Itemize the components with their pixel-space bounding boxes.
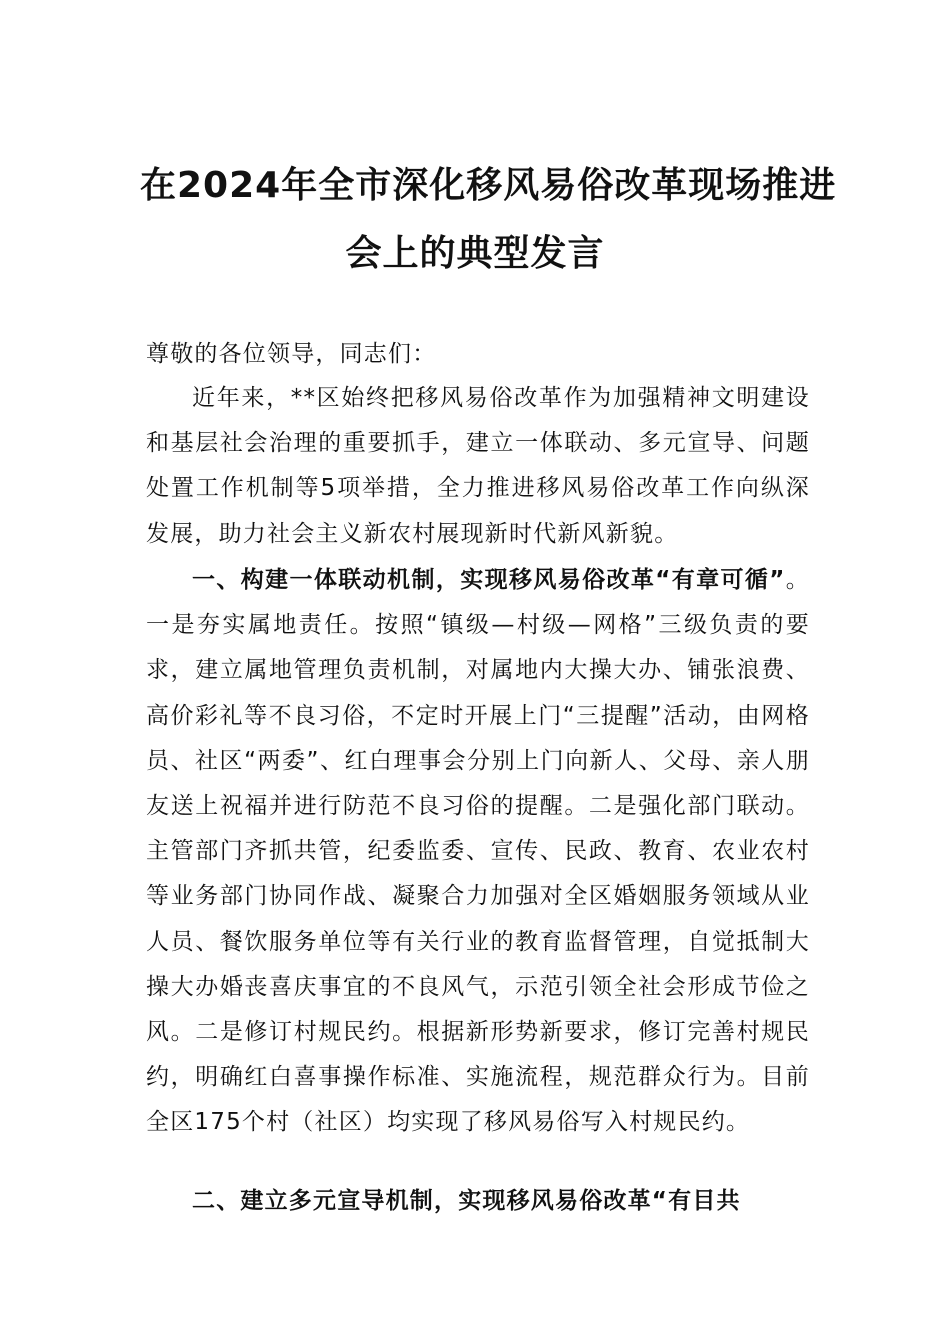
section-1-heading: 一、构建一体联动机制，实现移风易俗改革“有章可循”	[192, 567, 786, 593]
document-title-line-1: 在2024年全市深化移风易俗改革现场推进	[140, 165, 837, 206]
salutation: 尊敬的各位领导，同志们：	[146, 341, 437, 367]
section-1-body: 。一是夯实属地责任。按照“镇级—村级—网格”三级负责的要求，建立属地管理负责机制，对属地内大操大办、铺张浪费、高价彩礼等不良习俗，不定时开展上门“三提醒”活动，由网格员、社区“两委”、红白理事会分别上门向新人、父母、亲人朋友送上祝福并进行防范不良习俗的提醒。二是强化部门联动。主管部门齐抓共管，纪委监委、宣传、民政、教育、农业农村等业务部门协同作战、凝聚合力加强对全区婚姻服务领域从业人员、餐饮服务单位等有关行业的教育监督管理，自觉抵制大操大办婚丧喜庆事宜的不良风气，示范引领全社会形成节俭之风。二是修订村规民约。根据新形势新要求，修订完善村规民约，明确红白喜事操作标准、实施流程，规范群众行为。目前全区175个村（社区）均实现了移风易俗写入村规民约。	[146, 567, 811, 1136]
intro-paragraph: 近年来，**区始终把移风易俗改革作为加强精神文明建设和基层社会治理的重要抓手，建立一体联动、多元宣导、问题处置工作机制等5项举措，全力推进移风易俗改革工作向纵深发展，助力社会主义新农村展现新时代新风新貌。	[146, 385, 810, 547]
section-2-heading: 二、建立多元宣导机制，实现移风易俗改革“有目共	[192, 1188, 741, 1214]
document-title-line-2: 会上的典型发言	[345, 233, 605, 274]
section-1-paragraph	[146, 558, 810, 1146]
